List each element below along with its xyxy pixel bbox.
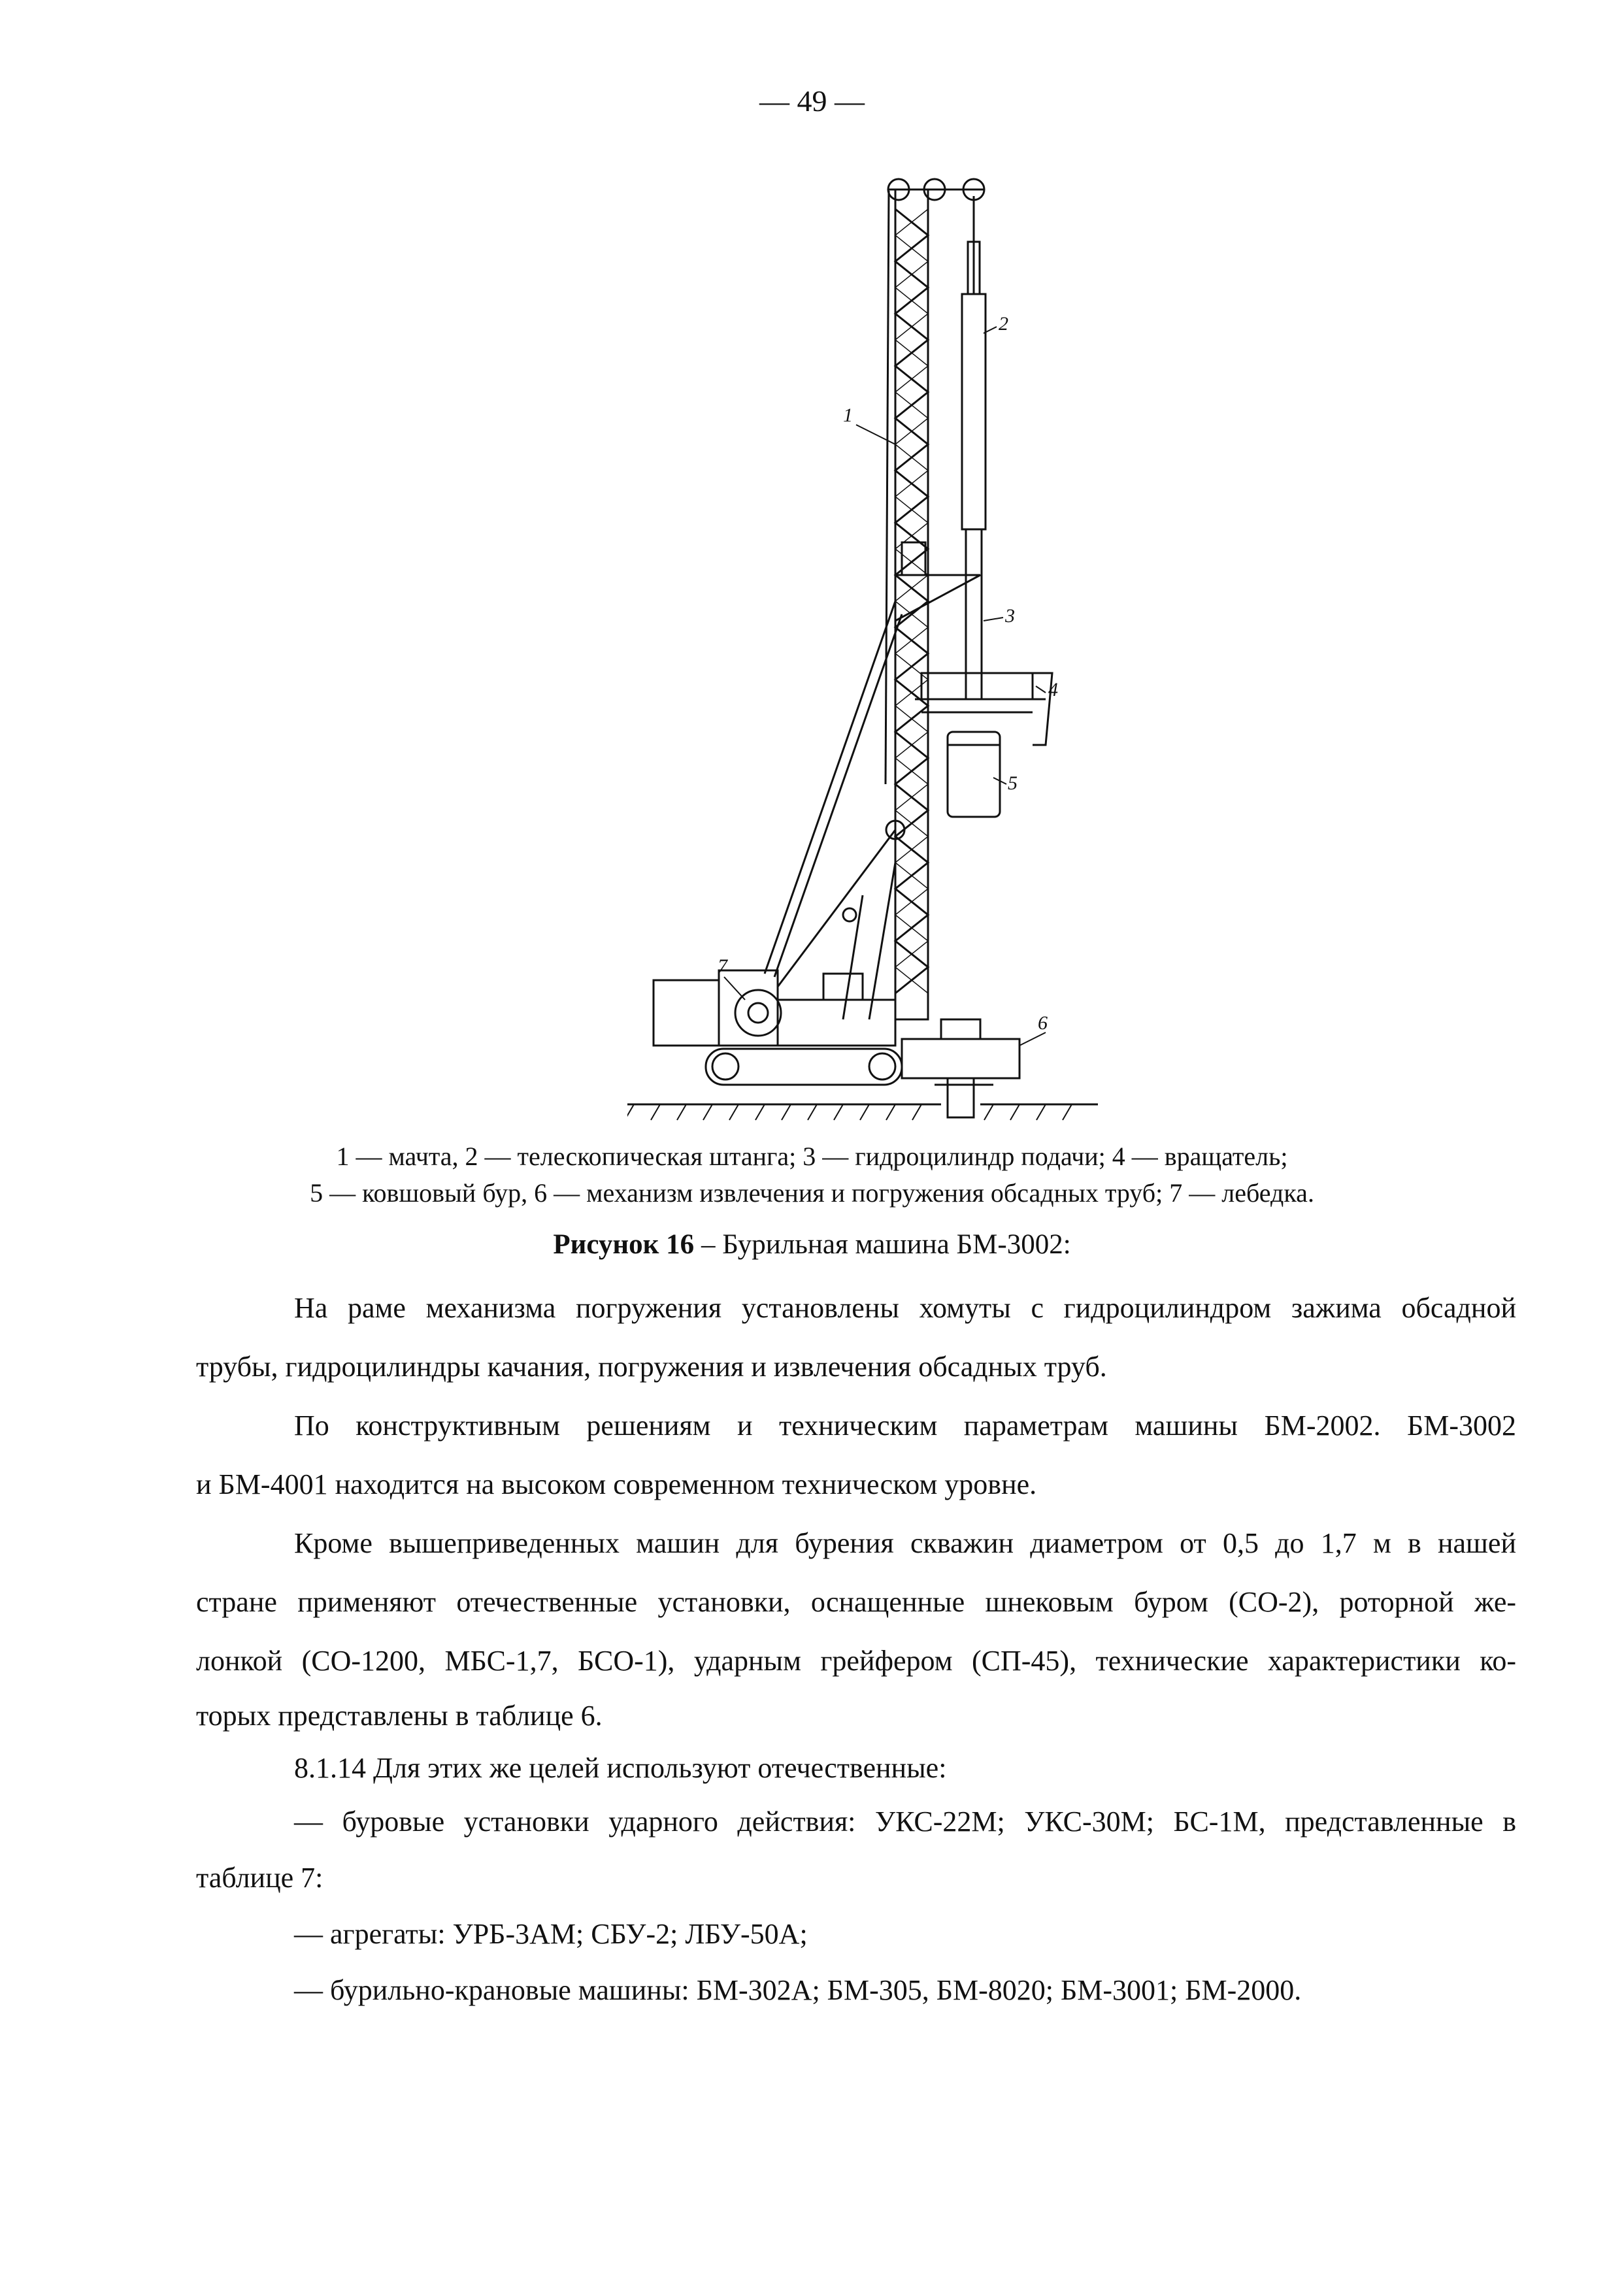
page-number: — 49 —: [759, 84, 865, 118]
paragraph-2-line-2: и БМ-4001 находится на высоком современном техническом уровне.: [196, 1468, 1037, 1500]
paragraph-3-line-1: Кроме вышеприведенных машин для бурения скважин диаметром от 0,5 до 1,7 м в нашей: [294, 1527, 1516, 1559]
figure-number: Рисунок 16: [553, 1229, 695, 1260]
paragraph-4: 8.1.14 Для этих же целей используют отечественные:: [294, 1752, 947, 1784]
paragraph-1-line-2: трубы, гидроцилиндры качания, погружения и извлечения обсадных труб.: [196, 1351, 1107, 1383]
drilling-machine-figure: [627, 170, 1098, 1150]
callout-4: 4: [1048, 679, 1058, 701]
paragraph-3-line-4: торых представлены в таблице 6.: [196, 1700, 603, 1732]
figure-legend-line-1: 1 — мачта, 2 — телескопическая штанга; 3 — гидроцилиндр подачи; 4 — вращатель;: [336, 1142, 1288, 1171]
paragraph-1-line-1: На раме механизма погружения установлены хомуты с гидроцилиндром зажима обсадной: [294, 1292, 1516, 1324]
list-item-1-line-2: таблице 7:: [196, 1862, 323, 1894]
callout-3: 3: [1005, 605, 1015, 627]
kelly-bar: [962, 294, 986, 529]
paragraph-3-line-3: лонкой (СО-1200, МБС-1,7, БСО-1), ударным грейфером (СП-45), технические характеристики ко-: [196, 1645, 1516, 1677]
callout-7: 7: [718, 955, 727, 977]
paragraph-3-line-2: стране применяют отечественные установки, оснащенные шнековым буром (СО-2), роторной же-: [196, 1586, 1516, 1618]
drilling-machine-drawing: [627, 170, 1098, 1150]
callout-5: 5: [1008, 772, 1018, 794]
callout-2: 2: [999, 313, 1008, 335]
figure-legend-line-2: 5 — ковшовый бур, 6 — механизм извлечения и погружения обсадных труб; 7 — лебедка.: [310, 1178, 1314, 1208]
callout-6: 6: [1038, 1012, 1048, 1034]
callout-1: 1: [843, 404, 853, 426]
list-item-1-line-1: — буровые установки ударного действия: УКС-22М; УКС-30М; БС-1М, представленные в: [294, 1806, 1516, 1838]
list-item-3: — бурильно-крановые машины: БМ-302А; БМ-305, БМ-8020; БМ-3001; БМ-2000.: [294, 1974, 1302, 2006]
paragraph-2-line-1: По конструктивным решениям и техническим параметрам машины БМ-2002. БМ-3002: [294, 1410, 1516, 1442]
figure-title: [0, 1229, 1624, 1261]
list-item-2: — агрегаты: УРБ-3АМ; СБУ-2; ЛБУ-50А;: [294, 1918, 808, 1950]
figure-title-text: – Бурильная машина БМ-3002:: [694, 1229, 1071, 1260]
